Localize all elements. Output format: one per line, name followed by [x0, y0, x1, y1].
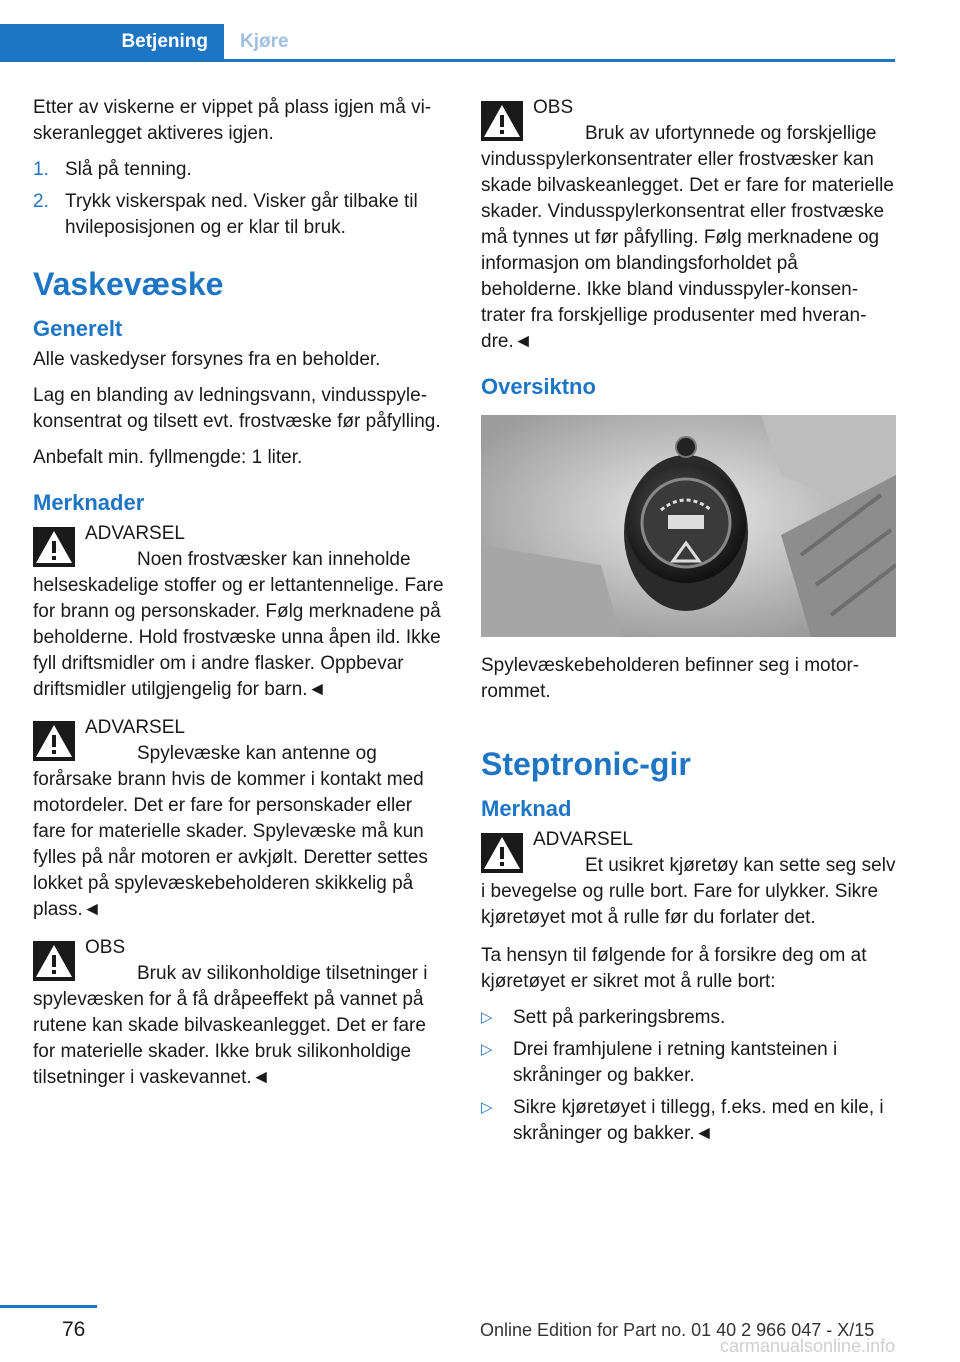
paragraph: Alle vaskedyser forsynes fra en beholder.	[33, 349, 381, 370]
warning-triangle-icon	[33, 527, 75, 567]
warning-label: ADVARSEL	[533, 829, 633, 850]
paragraph: Ta hensyn til følgende for å forsikre deg om at kjøretøyet er sikret mot å rulle bort:	[481, 945, 867, 992]
paragraph: Lag en blanding av ledningsvann, vindusspylekonsentrat og tilsett evt. frostvæske før påfylling.	[33, 385, 441, 432]
tab-kjore[interactable]: Kjøre	[240, 31, 289, 52]
bullet-text: Drei framhjulene i retning kantsteinen i skråninger og bakker.	[513, 1039, 838, 1086]
notice-block	[481, 95, 896, 355]
steps-list	[33, 157, 446, 241]
warning-text: Noen frostvæsker kan inneholde helseskadelige stoffer og er lettantennelige. Fare for brann og personskader. Følg merknadene på beholderne. Hold frostvæske unna åpen ild. Ikke fyll driftsmidler om i andre flasker. Oppbevar driftsmidler utilgjengelig for barn.◄	[33, 549, 444, 700]
footer-divider	[0, 1305, 97, 1308]
list-item	[33, 189, 446, 241]
warning-label: ADVARSEL	[85, 523, 185, 544]
right-column	[481, 95, 896, 1161]
list-item	[33, 157, 446, 183]
step-text: Trykk viskerspak ned. Visker går tilbake til hvileposisjonen og er klar til bruk.	[65, 191, 418, 238]
warning-text: Et usikret kjøretøy kan sette seg selv i bevegelse og rulle bort. Fare for ulykker. Sikre kjøretøyet mot å rulle før du forlater det.	[481, 855, 896, 928]
photo-caption: Spylevæskebeholderen befinner seg i motorrommet.	[481, 655, 860, 702]
warning-text: Spylevæske kan antenne og forårsake brann hvis de kommer i kontakt med motordeler. Det er fare for personskader eller fare for materielle skader. Spylevæske må kun fylles på når motoren er avkjølt. Deretter settes lokket på spylevæskebeholderen skikkelig på plass.◄	[33, 743, 428, 920]
step-number: 2.	[33, 191, 49, 212]
warning-label: ADVARSEL	[85, 717, 185, 738]
watermark: carmanualsonline.info	[720, 1336, 896, 1356]
subheading-generelt: Generelt	[33, 316, 123, 341]
list-item	[481, 1005, 896, 1031]
list-item	[481, 1037, 896, 1089]
warning-triangle-icon	[33, 721, 75, 761]
intro-paragraph: Etter av viskerne er vippet på plass igjen må viskeranlegget aktiveres igjen.	[33, 97, 432, 144]
bullet-list	[481, 1005, 896, 1147]
bullet-triangle-icon: ▷	[481, 1099, 493, 1116]
page-number: 76	[62, 1318, 86, 1341]
subheading-merknader: Merknader	[33, 490, 145, 515]
notice-text: Bruk av ufortynnede og forskjellige vindusspylerkonsentrater eller frostvæsker kan skade bilvaskeanlegget. Det er fare for materielle skader. Vindusspylerkonsentrat eller frostvæske må tynnes ut før påfylling. Følg merknadene og informasjon om blandingsforholdet på beholderne. Ikke bland vindusspyler-konsentrater fra forskjellige produsenter med hverandre.◄	[481, 123, 894, 352]
edition-text: Online Edition for Part no. 01 40 2 966 047 - X/15	[480, 1320, 875, 1340]
paragraph: Anbefalt min. fyllmengde: 1 liter.	[33, 447, 303, 468]
notice-label: OBS	[533, 97, 574, 118]
notice-text: Bruk av silikonholdige tilsetninger i spylevæsken for å få dråpeeffekt på vannet på rutene kan skade bilvaskeanlegget. Det er fare for materielle skader. Ikke bruk silikonholdige tilsetninger i vaskevannet.◄	[33, 963, 428, 1088]
tab-betjening[interactable]: Betjening	[0, 24, 224, 60]
section-title-steptronic: Steptronic-gir	[481, 746, 691, 782]
step-text: Slå på tenning.	[65, 159, 192, 180]
subheading-oversikt: Oversiktno	[481, 374, 596, 399]
washer-reservoir-photo	[481, 415, 896, 637]
warning-block	[33, 521, 446, 703]
subheading-merknad: Merknad	[481, 796, 572, 821]
bullet-text: Sett på parkeringsbrems.	[513, 1007, 726, 1028]
section-title-vaskevaeske: Vaskevæske	[33, 266, 224, 302]
warning-triangle-icon	[33, 941, 75, 981]
warning-triangle-icon	[481, 101, 523, 141]
list-item	[481, 1095, 896, 1147]
warning-triangle-icon	[481, 833, 523, 873]
header-divider	[0, 59, 895, 62]
warning-block	[33, 715, 446, 923]
warning-block	[481, 827, 896, 931]
bullet-text: Sikre kjøretøyet i tillegg, f.eks. med en kile, i skråninger og bakker.◄	[513, 1097, 884, 1144]
bullet-triangle-icon: ▷	[481, 1041, 493, 1058]
left-column	[33, 95, 446, 1103]
step-number: 1.	[33, 159, 49, 180]
notice-block	[33, 935, 446, 1091]
bullet-triangle-icon: ▷	[481, 1009, 493, 1026]
header-bar	[0, 0, 895, 62]
notice-label: OBS	[85, 937, 126, 958]
